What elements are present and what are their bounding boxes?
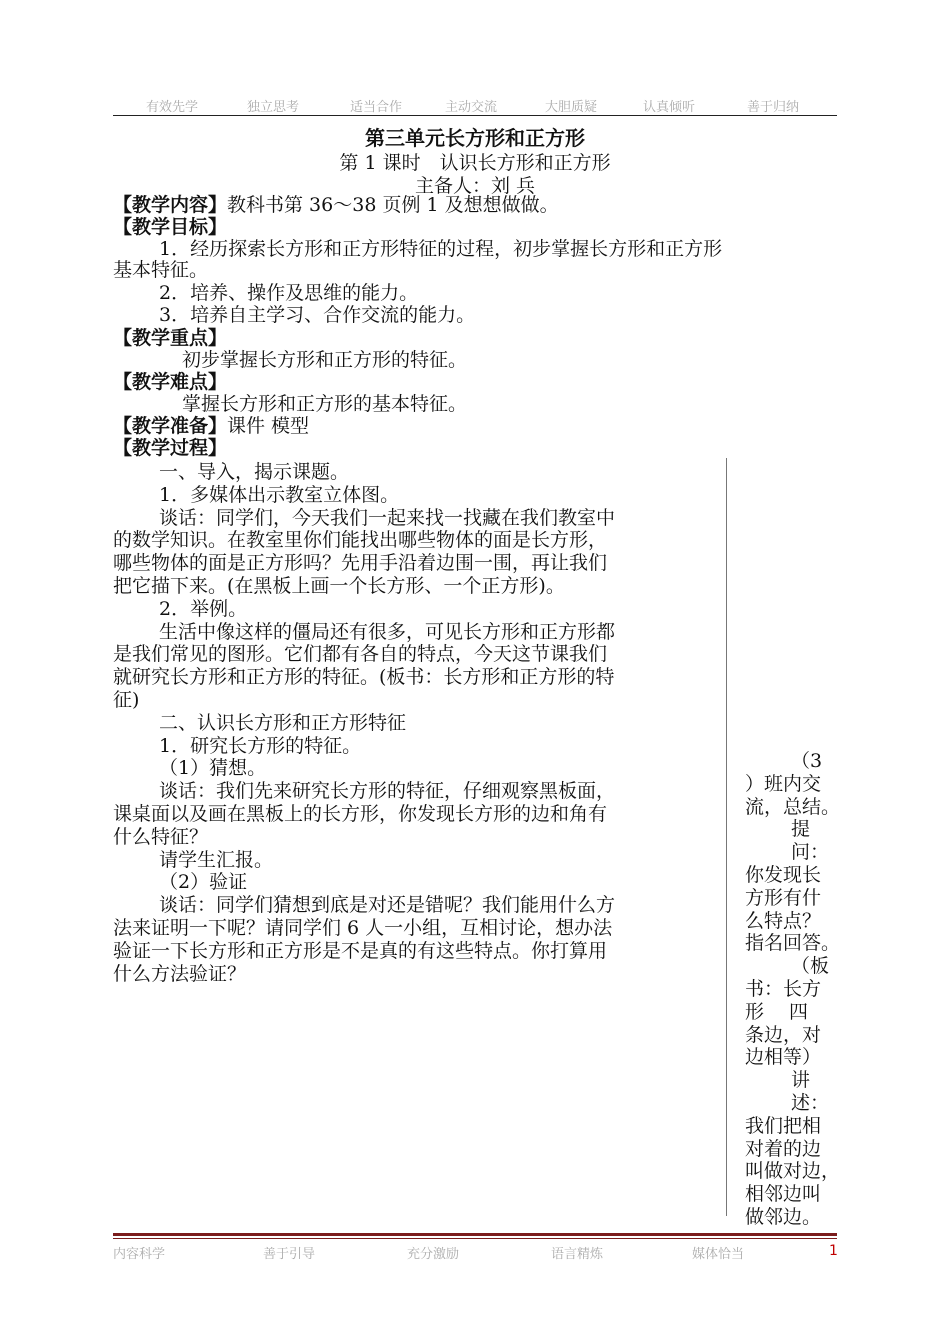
side-note-line: ）班内交 [745,772,822,795]
paragraph-line: 1．多媒体出示教室立体图。 [159,483,400,506]
key-line [113,327,227,349]
lesson-title: 第 1 课时 认识长方形和正方形 [339,152,611,174]
paragraph-line: 课桌面以及画在黑板上的长方形，你发现长方形的边和角有 [113,802,608,825]
side-note-line: 对着的边 [745,1137,822,1160]
side-note-line: 叫做对边， [745,1160,841,1183]
difficulty-line [113,371,227,393]
side-note-line: 方形有什 [745,886,822,909]
side-note-line: （板 [791,955,830,978]
paragraph-line: 二、认识长方形和正方形特征 [159,711,407,734]
paragraph-line: 什么方法验证？ [113,962,247,985]
paragraph-line: 就研究长方形和正方形的特征。(板书：长方形和正方形的特 [113,666,615,689]
paragraph-line: 请学生汇报。 [159,848,274,871]
header-item-7: 善于归纳 [747,100,800,115]
process-line [113,437,227,459]
key-text: 初步掌握长方形和正方形的特征。 [182,349,468,371]
header-item-1: 有效先学 [146,100,199,115]
paragraph-line: （1）猜想。 [159,757,267,780]
side-note-line: 指名回答。 [745,932,841,955]
side-notes-column [745,750,845,1229]
side-note-line: 形 四 [745,1000,809,1023]
footer-item-5: 媒体恰当 [692,1247,745,1262]
side-note-line: 条边，对 [745,1023,822,1046]
footer-rule-thick [113,1233,837,1236]
side-note-line: 我们把相 [745,1114,822,1137]
content-label: 【教学内容】 [113,194,228,216]
side-note-line: 边相等） [745,1046,822,1069]
page-header [113,93,837,116]
column-divider [726,458,727,1216]
paragraph-line: 谈话：我们先来研究长方形的特征，仔细观察黑板面， [159,780,616,803]
paragraph-line: 征) [113,688,140,711]
paragraph-line: 验证一下长方形和正方形是不是真的有这些特点。你打算用 [113,939,608,962]
header-item-6: 认真倾听 [643,100,696,115]
side-note-line: 么特点？ [745,909,822,932]
paragraph-line: 谈话：同学们猜想到底是对还是错呢？我们能用什么方 [159,894,616,917]
side-note-line: 讲述： [791,1069,830,1114]
paragraph-line: 把它描下来。(在黑板上画一个长方形、一个正方形)。 [113,574,565,597]
goal-3: 3．培养自主学习、合作交流的能力。 [159,304,476,326]
paragraph-line: 谈话：同学们，今天我们一起来找一找藏在我们教室中 [159,506,616,529]
side-note-line: 做邻边。 [745,1205,822,1228]
paragraph-line: 是我们常见的图形。它们都有各自的特点，今天这节课我们 [113,643,608,666]
process-label: 【教学过程】 [113,437,228,459]
author-line: 主备人：刘 兵 [414,175,536,197]
prep-text: 课件 模型 [227,415,310,437]
footer-item-1: 内容科学 [113,1247,166,1262]
content-line [113,194,559,216]
header-item-3: 适当合作 [350,100,403,115]
goal-1a: 1．经历探索长方形和正方形特征的过程，初步掌握长方形和正方形 [159,238,723,260]
paragraph-line: 2．举例。 [159,597,248,620]
footer-rule-thin [113,1238,837,1239]
page-number: 1 [829,1243,838,1259]
goals-label: 【教学目标】 [113,216,228,238]
side-note-line: 相邻边叫 [745,1183,822,1206]
paragraph-line: （2）验证 [159,871,248,894]
key-label: 【教学重点】 [113,327,228,349]
paragraph-line: 什么特征？ [113,825,209,848]
paragraph-line: 哪些物体的面是正方形吗？先用手沿着边围一围，再让我们 [113,552,608,575]
side-note-line: 提问： [791,818,830,864]
goals-line [113,216,227,238]
side-note-line: 书：长方 [745,977,822,1000]
paragraph-line: 法来证明一下呢？请同学们 6 人一小组，互相讨论，想办法 [113,916,613,939]
paragraph-line: 1．研究长方形的特征。 [159,734,362,757]
paragraph-line: 的数学知识。在教室里你们能找出哪些物体的面是长方形， [113,529,608,552]
difficulty-text: 掌握长方形和正方形的基本特征。 [182,393,468,415]
difficulty-label: 【教学难点】 [113,371,228,393]
side-note-line: 你发现长 [745,863,822,886]
side-note-line: 流，总结。 [745,795,841,818]
footer-item-2: 善于引导 [263,1247,316,1262]
goal-2: 2．培养、操作及思维的能力。 [159,282,419,304]
footer-item-4: 语言精炼 [551,1247,604,1262]
header-item-4: 主动交流 [445,100,498,115]
process-main-column [113,461,713,985]
paragraph-line: 生活中像这样的僵局还有很多，可见长方形和正方形都 [159,620,616,643]
prep-label: 【教学准备】 [113,415,228,437]
paragraph-line: 一、导入，揭示课题。 [159,461,350,483]
prep-line [113,415,309,437]
goal-1b: 基本特征。 [113,259,209,281]
header-item-5: 大胆质疑 [545,100,598,115]
footer-item-3: 充分激励 [407,1247,460,1262]
header-item-2: 独立思考 [247,100,300,115]
unit-title: 第三单元长方形和正方形 [365,126,585,150]
content-text: 教科书第 36～38 页例 1 及想想做做。 [227,194,559,216]
side-note-line: （3 [791,750,823,772]
